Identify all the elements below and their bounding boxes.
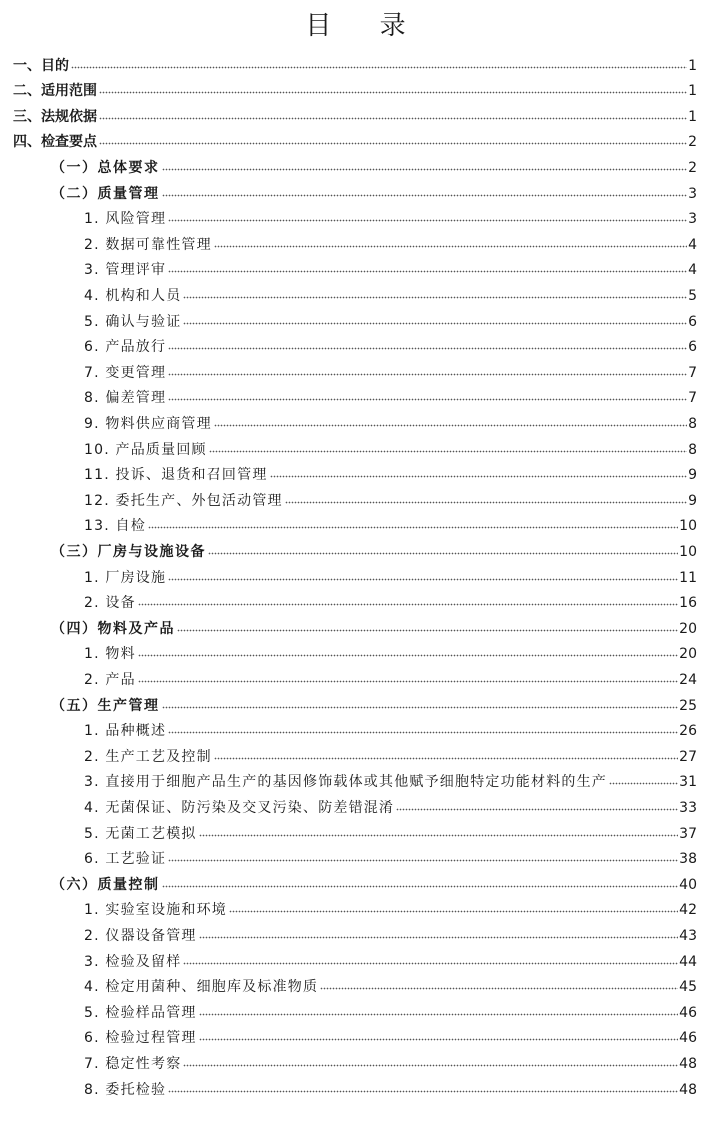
dot-leader	[214, 757, 678, 762]
toc-entry-page-number: 3	[688, 211, 697, 228]
toc-entry[interactable]	[51, 612, 697, 638]
toc-entry-label: （四）物料及产品	[51, 620, 175, 637]
toc-entry-label: 1. 实验室设施和环境	[84, 902, 228, 919]
dot-leader	[199, 1038, 679, 1043]
dot-leader	[168, 347, 687, 352]
toc-entry-label: 四、检查要点	[13, 134, 97, 151]
toc-entry[interactable]	[84, 715, 697, 741]
toc-entry-label: 11. 投诉、退货和召回管理	[84, 467, 268, 484]
dot-leader	[168, 1090, 678, 1095]
toc-entry-label: 6. 产品放行	[84, 339, 167, 356]
toc-entry-label: 10. 产品质量回顾	[84, 441, 207, 458]
toc-entry[interactable]	[84, 843, 697, 869]
toc-entry-label: 8. 委托检验	[84, 1081, 167, 1098]
toc-entry[interactable]	[84, 740, 697, 766]
toc-entry[interactable]	[84, 561, 697, 587]
toc-entry-page-number: 20	[679, 620, 697, 637]
toc-entry-label: 5. 无菌工艺模拟	[84, 825, 197, 842]
toc-entry-page-number: 48	[679, 1081, 697, 1098]
dot-leader	[138, 654, 678, 659]
toc-entry-label: 9. 物料供应商管理	[84, 415, 212, 432]
toc-entry-page-number: 3	[688, 185, 697, 202]
toc-entry[interactable]	[84, 1047, 697, 1073]
toc-entry-page-number: 6	[688, 313, 697, 330]
toc-entry-page-number: 5	[688, 287, 697, 304]
toc-entry-label: 2. 设备	[84, 595, 136, 612]
dot-leader	[199, 936, 679, 941]
toc-entry-label: 5. 确认与验证	[84, 313, 182, 330]
dot-leader	[168, 219, 687, 224]
toc-entry-page-number: 46	[679, 1004, 697, 1021]
toc-entry-page-number: 48	[679, 1055, 697, 1072]
dot-leader	[138, 680, 678, 685]
toc-entry-label: 2. 仪器设备管理	[84, 927, 197, 944]
toc-entry-label: 二、适用范围	[13, 83, 97, 100]
toc-entry-label: （一）总体要求	[51, 159, 160, 176]
toc-entry[interactable]	[84, 382, 697, 408]
dot-leader	[148, 526, 678, 531]
toc-entry[interactable]	[13, 126, 697, 152]
dot-leader	[162, 194, 688, 199]
dot-leader	[71, 66, 687, 71]
toc-entry[interactable]	[84, 484, 697, 510]
toc-entry-page-number: 8	[688, 415, 697, 432]
dot-leader	[199, 834, 679, 839]
toc-entry-label: 1. 品种概述	[84, 723, 167, 740]
dot-leader	[168, 731, 678, 736]
dot-leader	[162, 706, 679, 711]
toc-entry[interactable]	[84, 305, 697, 331]
toc-entry[interactable]	[84, 1073, 697, 1099]
toc-entry-label: 4. 机构和人员	[84, 287, 182, 304]
dot-leader	[270, 475, 688, 480]
toc-entry-label: 6. 工艺验证	[84, 851, 167, 868]
toc-entry-label: 8. 偏差管理	[84, 390, 167, 407]
toc-entry-page-number: 11	[679, 569, 697, 586]
toc-entry-page-number: 10	[679, 518, 697, 535]
toc-entry-label: 2. 生产工艺及控制	[84, 748, 212, 765]
toc-entry[interactable]	[84, 919, 697, 945]
toc-entry-label: 5. 检验样品管理	[84, 1004, 197, 1021]
toc-entry-page-number: 9	[688, 467, 697, 484]
toc-entry[interactable]	[84, 791, 697, 817]
toc-entry-label: 1. 风险管理	[84, 211, 167, 228]
toc-entry-page-number: 25	[679, 697, 697, 714]
toc-entry[interactable]	[84, 971, 697, 997]
toc-entry[interactable]	[84, 817, 697, 843]
toc-entry[interactable]	[84, 663, 697, 689]
dot-leader	[183, 322, 687, 327]
dot-leader	[99, 91, 687, 96]
dot-leader	[168, 578, 678, 583]
toc-entry-label: 2. 数据可靠性管理	[84, 236, 212, 253]
toc-entry[interactable]	[84, 254, 697, 280]
dot-leader	[609, 782, 678, 787]
toc-entry-label: 12. 委托生产、外包活动管理	[84, 492, 283, 509]
toc-entry-page-number: 42	[679, 902, 697, 919]
dot-leader	[168, 859, 678, 864]
toc-entry[interactable]	[84, 203, 697, 229]
toc-entry[interactable]	[84, 279, 697, 305]
toc-entry[interactable]	[13, 75, 697, 101]
toc-entry-page-number: 1	[688, 57, 697, 74]
toc-entry[interactable]	[84, 407, 697, 433]
page-title: 目 录	[305, 11, 426, 41]
toc-entry-page-number: 37	[679, 825, 697, 842]
dot-leader	[168, 398, 687, 403]
toc-entry-page-number: 2	[688, 159, 697, 176]
toc-entry-page-number: 46	[679, 1030, 697, 1047]
toc-entry-label: 4. 无菌保证、防污染及交叉污染、防差错混淆	[84, 799, 395, 816]
toc-entry-page-number: 9	[688, 492, 697, 509]
toc-entry-label: 3. 直接用于细胞产品生产的基因修饰载体或其他赋予细胞特定功能材料的生产	[84, 774, 608, 791]
toc-entry[interactable]	[84, 228, 697, 254]
toc-entry-label: 一、目的	[13, 57, 69, 74]
toc-entry[interactable]	[51, 868, 697, 894]
dot-leader	[209, 450, 687, 455]
dot-leader	[396, 808, 678, 813]
toc-entry-page-number: 4	[688, 262, 697, 279]
toc-entry-label: 7. 稳定性考察	[84, 1055, 182, 1072]
dot-leader	[138, 603, 678, 608]
toc-entry-page-number: 2	[688, 134, 697, 151]
toc-entry-page-number: 33	[679, 799, 697, 816]
toc-entry[interactable]	[51, 535, 697, 561]
toc-entry[interactable]	[84, 331, 697, 357]
dot-leader	[183, 1064, 678, 1069]
toc-entry-label: 4. 检定用菌种、细胞库及标准物质	[84, 979, 319, 996]
dot-leader	[199, 1013, 679, 1018]
toc-entry-page-number: 6	[688, 339, 697, 356]
toc-entry[interactable]	[13, 49, 697, 75]
toc-entry-page-number: 44	[679, 953, 697, 970]
toc-entry[interactable]	[51, 689, 697, 715]
dot-leader	[214, 245, 687, 250]
toc-entry-page-number: 10	[679, 543, 697, 560]
toc-entry[interactable]	[84, 996, 697, 1022]
toc-entry[interactable]	[84, 894, 697, 920]
toc-entry-label: 1. 厂房设施	[84, 569, 167, 586]
dot-leader	[214, 424, 687, 429]
dot-leader	[229, 910, 678, 915]
dot-leader	[162, 168, 688, 173]
toc-entry[interactable]	[51, 151, 697, 177]
toc-entry-label: （三）厂房与设施设备	[51, 543, 206, 560]
toc-entry-label: 2. 产品	[84, 671, 136, 688]
dot-leader	[320, 987, 678, 992]
dot-leader	[162, 885, 679, 890]
toc-entry-label: 13. 自检	[84, 518, 146, 535]
toc-entry-label: （五）生产管理	[51, 697, 160, 714]
toc-entry-page-number: 20	[679, 646, 697, 663]
toc-entry-page-number: 16	[679, 595, 697, 612]
toc-entry-page-number: 40	[679, 876, 697, 893]
toc-entry[interactable]	[84, 638, 697, 664]
toc-entry[interactable]	[84, 766, 697, 792]
dot-leader	[208, 552, 678, 557]
dot-leader	[177, 629, 678, 634]
toc-entry[interactable]	[51, 177, 697, 203]
toc-entry-page-number: 27	[679, 748, 697, 765]
toc-entry-page-number: 26	[679, 723, 697, 740]
toc-entry-label: （二）质量管理	[51, 185, 160, 202]
toc-entry-page-number: 31	[679, 774, 697, 791]
dot-leader	[99, 142, 687, 147]
toc-entry-label: （六）质量控制	[51, 876, 160, 893]
toc-entry-label: 3. 管理评审	[84, 262, 167, 279]
toc-entry[interactable]	[84, 433, 697, 459]
toc-entry-label: 3. 检验及留样	[84, 953, 182, 970]
toc-entry-label: 三、法规依据	[13, 108, 97, 125]
dot-leader	[285, 501, 687, 506]
toc-entry-page-number: 43	[679, 927, 697, 944]
toc-entry-label: 7. 变更管理	[84, 364, 167, 381]
toc-entry-label: 6. 检验过程管理	[84, 1030, 197, 1047]
dot-leader	[99, 117, 687, 122]
toc-entry-page-number: 4	[688, 236, 697, 253]
toc-entry-page-number: 7	[688, 364, 697, 381]
toc-entry[interactable]	[84, 1022, 697, 1048]
toc-entry-page-number: 1	[688, 83, 697, 100]
toc-entry[interactable]	[84, 356, 697, 382]
toc-entry[interactable]	[84, 510, 697, 536]
toc-entry-page-number: 38	[679, 851, 697, 868]
toc-entry[interactable]	[84, 587, 697, 613]
toc-entry-page-number: 24	[679, 671, 697, 688]
toc-entry-page-number: 8	[688, 441, 697, 458]
toc-entry[interactable]	[84, 459, 697, 485]
toc-entry-label: 1. 物料	[84, 646, 136, 663]
dot-leader	[168, 270, 687, 275]
dot-leader	[183, 296, 687, 301]
toc-entry[interactable]	[13, 100, 697, 126]
toc-entry-page-number: 45	[679, 979, 697, 996]
toc-entry[interactable]	[84, 945, 697, 971]
dot-leader	[183, 962, 678, 967]
toc-entry-page-number: 1	[688, 108, 697, 125]
dot-leader	[168, 373, 687, 378]
toc-entry-page-number: 7	[688, 390, 697, 407]
